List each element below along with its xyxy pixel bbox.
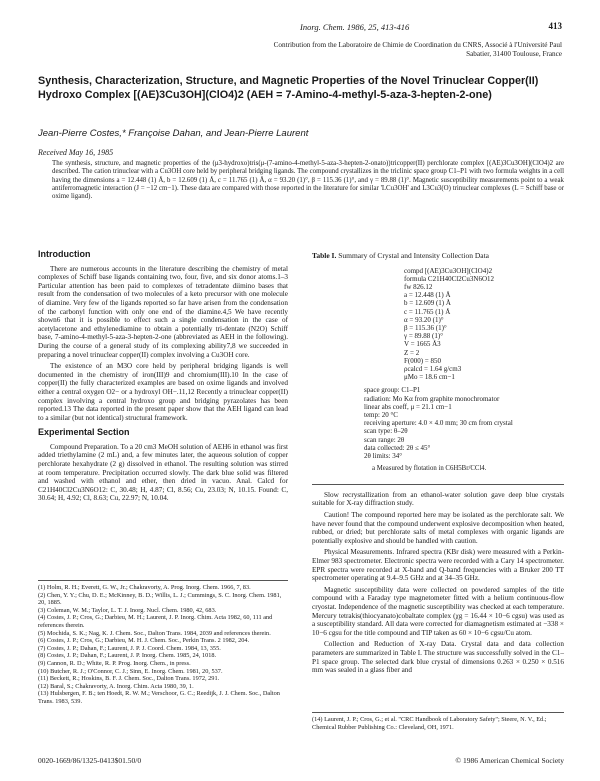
page-footer xyxy=(38,756,564,765)
reference-item: (11) Beckett, R.; Hoskins, B. F. J. Chem. Soc., Dalton Trans. 1972, 291. xyxy=(38,675,220,683)
table-caption-text: Summary of Crystal and Intensity Collection Data xyxy=(338,251,490,260)
table-row: γ = 89.88 (1)° xyxy=(404,332,444,341)
reference-item: (10) Butcher, R. J.; O'Connor, C. J.; Sinn, E. Inorg. Chem. 1981, 20, 537. xyxy=(38,667,223,675)
experimental-paragraph-1: Compound Preparation. To a 20 cm3 MeOH solution of AEH6 in ethanol was first added triethylamine (2 mL) and, a few minutes later, the aqueous solution of copper perchlorate hexahydrate (2 g) dissolved in ethanol. The resulting solution was stirred at room temperature. Precipitation occurred slowly. The dark blue solid was filtered and washed with ethanol and ether, then dried in vacuo. Anal. Calcd for C21H40Cl2Cu3N6O12: C, 30.48; H, 4.87; Cl, 8.56; Cu, 23.03; N, 10.15. Found: C, 30.64; H, 4.92; Cl, 8.63; Cu, 22.97; N, 10.04. xyxy=(38,442,288,503)
reference-item: (9) Cannon, R. D.; White, R. P. Prog. Inorg. Chem., in press. xyxy=(38,659,191,667)
references-left xyxy=(38,580,288,706)
table-row: b = 12.609 (1) Å xyxy=(404,299,451,308)
intro-paragraph-1: There are numerous accounts in the literature describing the chemistry of metal complexes of Schiff base ligands containing two, four, five, and six donor atoms.1–3 Particular attention has been paid to complexes of tetradentate diimino bases that result from the condensation of two molecules of a keto precursor with one molecule of diamine. Very few of the ligands reported so far have arisen from the condensation of the carbonyl function with only one end of the diamine.4,5 We have recently shown6 that it is possible to effect such a single condensation in the case of acetylacetone and ethylenediamine to obtain a potentially tri-dentate (N2O) Schiff base, 7-amino-4-methyl-5-aza-3-hepten-2-one (abbreviated as AEH in the following). During the course of a general study of its complexing ability7,8 we succeeded in preparing a novel trinuclear copper(II) complex involving a Cu3OH core. xyxy=(38,264,288,359)
reference-item: (1) Holm, R. H.; Everett, G. W., Jr.; Chakravorty, A. Prog. Inorg. Chem. 1966, 7, 83. xyxy=(38,584,251,591)
right-column xyxy=(312,250,564,678)
reference-item: (12) Baral, S.; Chakravorty, A. Inorg. Chim. Acta 1980, 39, 1. xyxy=(38,682,194,690)
reference-item: (14) Laurent, J. P.; Cros, G.; et al. "CRC Handbook of Laboratory Safety"; Steere, N. V., Ed.; Chemical Rubber Publishing Co.: Cleveland, OH, 1971. xyxy=(312,716,547,731)
table-row: fw 826.12 xyxy=(404,283,433,291)
table-row: a = 12.448 (1) Å xyxy=(404,291,451,300)
page-number: 413 xyxy=(548,21,562,31)
section-heading-experimental: Experimental Section xyxy=(38,427,130,438)
body-paragraph-5: Collection and Reduction of X-ray Data. Crystal data and data collection parameters are summarized in Table I. The structure was successfully solved in the C1–P1 space group. The selected dark blue crystal of dimensions 0.263 × 0.250 × 0.516 mm was sealed in a glass fiber and xyxy=(312,640,564,675)
table-footnote: a Measured by flotation in C6H5Br/CCl4. xyxy=(372,465,487,473)
table-row: scan range: 2θ xyxy=(364,435,405,444)
section-heading-introduction: Introduction xyxy=(38,249,91,259)
body-paragraph-4: Magnetic susceptibility data were collected on powdered samples of the title compound with a Faraday type magnetometer fitted with a helium continuous-flow cryostat. Independence of the magnetic susceptibility was checked at each temperature. Mercury tetrakis(thiocyanato)cobaltate complex (χg = 16.44 × 10−6 cgsu) was used as a susceptibility standard. All data were corrected for diamagnetism estimated at −338 × 10−6 cgsu for the title compound and TIP taken as 60 × 10−6 cgsu/Cu atom. xyxy=(312,585,564,637)
contribution-note: Contribution from the Laboratoire de Chimie de Coordination du CNRS, Associé à l'Université Paul Sabatier, 31400 Toulouse, France xyxy=(273,41,562,58)
table-row: c = 11.765 (1) Å xyxy=(404,307,451,316)
reference-item: (2) Chen, Y. Y.; Chu, D. E.; McKinney, B. D.; Willis, L. J.; Cummings, S. C. Inorg. Chem. 1981, 20, 1885. xyxy=(38,591,282,607)
collection-data-table xyxy=(364,386,564,460)
table-row: radiation: Mo Kα from graphite monochromator xyxy=(364,394,500,403)
reference-item: (5) Mochida, S. K.; Nag, K. J. Chem. Soc., Dalton Trans. 1984, 2039 and references therein. xyxy=(38,629,271,637)
table-row: compd [(AE)3Cu3OH](ClO4)2 xyxy=(404,266,493,275)
table-rule xyxy=(312,484,564,485)
article-title: Synthesis, Characterization, Structure, and Magnetic Properties of the Novel Trinuclear Copper(II) Hydroxo Complex [(AE)3Cu3OH](ClO4)2 (AEH = 7-Amino-4-methyl-5-aza-3-hepten-2-one) xyxy=(38,75,539,101)
table-row: linear abs coeff, μ = 21.1 cm−1 xyxy=(364,402,452,411)
body-paragraph-2: Caution! The compound reported here may be isolated as the perchlorate salt. We have never found that the compound underwent explosive decomposition when heated, rubbed, or dried; but perchlorate salts of metal complexes with organic ligands are potentially explosive and should be handled with caution. xyxy=(312,511,564,545)
body-paragraph-1: Slow recrystallization from an ethanol-water solution gave deep blue crystals suitable for X-ray diffraction study. xyxy=(312,490,564,508)
left-column xyxy=(38,250,288,506)
table-row: μMo = 18.6 cm−1 xyxy=(404,373,455,382)
table-row: α = 93.20 (1)° xyxy=(404,315,444,324)
body-paragraph-3: Physical Measurements. Infrared spectra (KBr disk) were measured with a Perkin-Elmer 983 spectrometer. Electronic spectra were recorded with a Cary 14 spectrometer. EPR spectra were recorded at X-band and Q-band frequencies with a Bruker 200 TT spectrometer operating at 9.4–9.5 GHz and at 34–35 GHz. xyxy=(312,548,564,583)
table-row: β = 115.36 (1)° xyxy=(404,324,447,333)
table-row: temp: 20 °C xyxy=(364,411,398,420)
reference-item: (7) Costes, J. P.; Dahan, F.; Laurent, J. P. J. Coord. Chem. 1984, 13, 355. xyxy=(38,644,221,652)
intro-paragraph-2: The existence of an M3O core held by peripheral bridging ligands is well documented in the chemistry of iron(III)9 and chromium(III).10 In the case of copper(II) the fully characterized examples are based on oxime ligands and involved either a central oxygen O2− or a hydroxyl OH−.11,12 Recently a trinuclear copper(II) complex involving a central hydroxo group and bridging pyrazolates has been reported.13 The data reported in the present paper show that the AEH ligand can lead to a similar (but not identical) structural framework. xyxy=(38,362,288,422)
table-caption xyxy=(312,252,564,261)
article-authors: Jean-Pierre Costes,* Françoise Dahan, and Jean-Pierre Laurent xyxy=(38,128,309,139)
table-row: scan type: θ–2θ xyxy=(364,427,408,436)
table-row: ρcalcd = 1.64 g/cm3 xyxy=(404,365,462,374)
footer-code: 0020-1669/86/1325-0413$01.50/0 xyxy=(38,756,142,765)
reference-item: (8) Costes, J. P.; Dahan, F.; Laurent, J. P. Inorg. Chem. 1985, 24, 1018. xyxy=(38,652,217,660)
reference-item: (3) Coleman, W. M.; Taylor, L. T. J. Inorg. Nucl. Chem. 1980, 42, 683. xyxy=(38,606,217,614)
table-label: Table I. xyxy=(312,251,337,260)
table-row: space group: C1–P1 xyxy=(364,386,421,395)
table-row: 2θ limits: 34° xyxy=(364,452,403,461)
crystal-data-table xyxy=(404,267,564,382)
references-right xyxy=(312,712,564,731)
received-date: Received May 16, 1985 xyxy=(38,148,114,157)
running-head: Inorg. Chem. 1986, 25, 413-416 xyxy=(300,22,410,32)
table-row: Z = 2 xyxy=(404,348,420,357)
table-row: V = 1665 Å3 xyxy=(404,340,441,349)
table-row: data collected: 2θ ≤ 45° xyxy=(364,443,431,452)
footer-copyright: © 1986 American Chemical Society xyxy=(455,756,564,765)
table-row: formula C21H40Cl2Cu3N6O12 xyxy=(404,274,495,283)
table-row: receiving aperture: 4.0 × 4.0 mm; 30 cm from crystal xyxy=(364,419,513,428)
reference-item: (4) Costes, J. P.; Cros, G.; Darbieu, M. H.; Laurent, J. P. Inorg. Chim. Acta 1982, 60, 111 and references therein. xyxy=(38,614,273,629)
abstract: The synthesis, structure, and magnetic properties of the (μ3-hydroxo)tris(μ-(7-amino-4-methyl-5-aza-3-hepten-2-onato))tricopper(II) perchlorate complex [(AE)3Cu3OH](ClO4)2 are described. The cation trinuclear with a Cu3OH core held by peripheral bridging ligands. The compound crystallizes in the triclinic space group C1–P1 with two formula weights in a cell having the dimensions a = 12.448 (1) Å, b = 12.609 (1) Å, c = 11.765 (1) Å, α = 93.20 (1)°, β = 115.36 (1)°, and γ = 89.88 (1)°. Magnetic susceptibility measurements point to a weak antiferromagnetic interaction (J = −12 cm−1). These data are compared with those reported in the literature for similar 'LCu3OH' and L3Cu3(O) trinuclear complexes (L = Schiff base or oxime ligand). xyxy=(52,160,564,201)
reference-item: (13) Hulsbergen, F. B.; ten Hoedt, R. W. M.; Verschoor, G. C.; Reedijk, J. J. Chem. Soc., Dalton Trans. 1983, 539. xyxy=(38,690,280,705)
reference-item: (6) Costes, J. P.; Cros, G.; Darbieu, M. H. J. Chem. Soc., Perkin Trans. 2 1982, 204. xyxy=(38,637,250,645)
table-row: F(000) = 850 xyxy=(404,356,442,365)
